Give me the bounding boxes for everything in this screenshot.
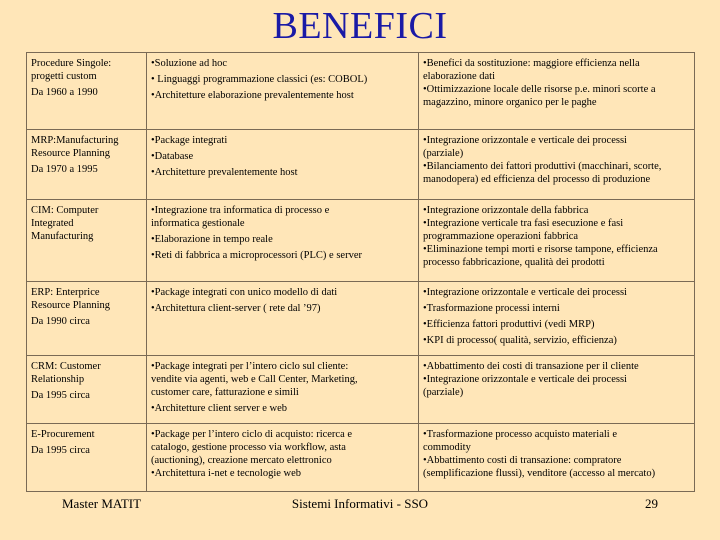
table-row <box>27 424 695 492</box>
cell-line: •Reti di fabbrica a microprocessori (PLC) e server <box>151 250 362 261</box>
cell-line: commodity <box>423 442 471 453</box>
cell-line: customer care, fatturazione e simili <box>151 387 299 398</box>
cell-line: •Soluzione ad hoc <box>151 58 227 69</box>
table-row <box>27 53 695 130</box>
cell-line: manodopera) ed efficienza del processo di produzione <box>423 174 651 185</box>
system-cell <box>27 356 147 424</box>
cell-line: Da 1995 circa <box>31 390 90 401</box>
benefits-cell <box>419 53 695 130</box>
cell-line: informatica gestionale <box>151 218 245 229</box>
benefits-cell <box>419 200 695 282</box>
cell-line: •Eliminazione tempi morti e risorse tampone, efficienza <box>423 244 658 255</box>
cell-line: magazzino, minore organico per le paghe <box>423 97 597 108</box>
cell-line: •Architetture prevalentemente host <box>151 167 298 178</box>
technology-cell <box>147 424 419 492</box>
cell-line: •Trasformazione processi interni <box>423 303 560 314</box>
cell-line: •Package integrati per l’intero ciclo sul cliente: <box>151 361 349 372</box>
technology-cell <box>147 356 419 424</box>
cell-line: CRM: Customer <box>31 361 101 372</box>
benefits-table <box>26 52 695 492</box>
cell-line: programmazione operazioni fabbrica <box>423 231 579 242</box>
cell-line: elaborazione dati <box>423 71 496 82</box>
cell-line: •Database <box>151 151 194 162</box>
cell-line: •Architetture elaborazione prevalentemente host <box>151 90 354 101</box>
table-row <box>27 130 695 200</box>
cell-line: Manufacturing <box>31 231 94 242</box>
technology-cell <box>147 130 419 200</box>
cell-line: Integrated <box>31 218 74 229</box>
cell-line: processo fabbricazione, qualità dei prodotti <box>423 257 605 268</box>
cell-line: •Bilanciamento dei fattori produttivi (macchinari, scorte, <box>423 161 662 172</box>
benefits-cell <box>419 424 695 492</box>
footer-subject: Sistemi Informativi - SSO <box>291 496 429 511</box>
cell-line: catalogo, gestione processo via workflow, asta <box>151 442 346 453</box>
benefits-cell <box>419 130 695 200</box>
cell-line: •Architetture client server e web <box>151 403 288 414</box>
cell-line: CIM: Computer <box>31 205 99 216</box>
cell-line: •Elaborazione in tempo reale <box>151 234 273 245</box>
cell-line: •Abbattimento costi di transazione: compratore <box>423 455 622 466</box>
cell-line: Da 1960 a 1990 <box>31 87 98 98</box>
cell-line: (semplificazione flussi), venditore (accesso al mercato) <box>423 468 656 479</box>
cell-line: •Architettura client-server ( rete dal ’97) <box>151 303 321 314</box>
cell-line: •Benefici da sostituzione: maggiore efficienza nella <box>423 58 640 69</box>
cell-line: Da 1995 circa <box>31 445 90 456</box>
technology-cell <box>147 53 419 130</box>
cell-line: progetti custom <box>31 71 97 82</box>
cell-line: (auctioning), creazione mercato elettronico <box>151 455 332 466</box>
technology-cell <box>147 282 419 356</box>
cell-line: •Integrazione tra informatica di processo e <box>151 205 330 216</box>
cell-line: •Integrazione orizzontale della fabbrica <box>423 205 589 216</box>
system-cell <box>27 424 147 492</box>
cell-line: Relationship <box>31 374 85 385</box>
benefits-cell <box>419 356 695 424</box>
system-cell <box>27 282 147 356</box>
cell-line: (parziale) <box>423 387 464 398</box>
cell-line: •KPI di processo( qualità, servizio, efficienza) <box>423 335 617 346</box>
table-row <box>27 200 695 282</box>
cell-line: •Efficienza fattori produttivi (vedi MRP) <box>423 319 595 330</box>
cell-line: (parziale) <box>423 148 464 159</box>
cell-line: Da 1990 circa <box>31 316 90 327</box>
cell-line: vendite via agenti, web e Call Center, Marketing, <box>151 374 358 385</box>
technology-cell <box>147 200 419 282</box>
benefits-cell <box>419 282 695 356</box>
cell-line: E-Procurement <box>31 429 95 440</box>
slide-title: BENEFICI <box>272 5 448 47</box>
cell-line: Procedure Singole: <box>31 58 112 69</box>
system-cell <box>27 200 147 282</box>
cell-line: •Integrazione orizzontale e verticale dei processi <box>423 287 627 298</box>
cell-line: MRP:Manufacturing <box>31 135 119 146</box>
cell-line: •Architettura i-net e tecnologie web <box>151 468 302 479</box>
page-number: 29 <box>645 496 658 511</box>
footer-course: Master MATIT <box>62 496 142 511</box>
cell-line: Resource Planning <box>31 148 111 159</box>
cell-line: Resource Planning <box>31 300 111 311</box>
cell-line: •Integrazione orizzontale e verticale dei processi <box>423 374 627 385</box>
cell-line: •Trasformazione processo acquisto materiali e <box>423 429 617 440</box>
cell-line: •Integrazione orizzontale e verticale dei processi <box>423 135 627 146</box>
cell-line: ERP: Enterprice <box>31 287 100 298</box>
cell-line: Da 1970 a 1995 <box>31 164 98 175</box>
cell-line: •Package integrati <box>151 135 228 146</box>
system-cell <box>27 130 147 200</box>
cell-line: • Linguaggi programmazione classici (es: COBOL) <box>151 74 368 85</box>
cell-line: •Package per l’intero ciclo di acquisto: ricerca e <box>151 429 353 440</box>
cell-line: •Integrazione verticale tra fasi esecuzione e fasi <box>423 218 624 229</box>
table-row <box>27 282 695 356</box>
cell-line: •Ottimizzazione locale delle risorse p.e. minori scorte a <box>423 84 656 95</box>
table-row <box>27 356 695 424</box>
cell-line: •Package integrati con unico modello di dati <box>151 287 338 298</box>
system-cell <box>27 53 147 130</box>
cell-line: •Abbattimento dei costi di transazione per il cliente <box>423 361 639 372</box>
